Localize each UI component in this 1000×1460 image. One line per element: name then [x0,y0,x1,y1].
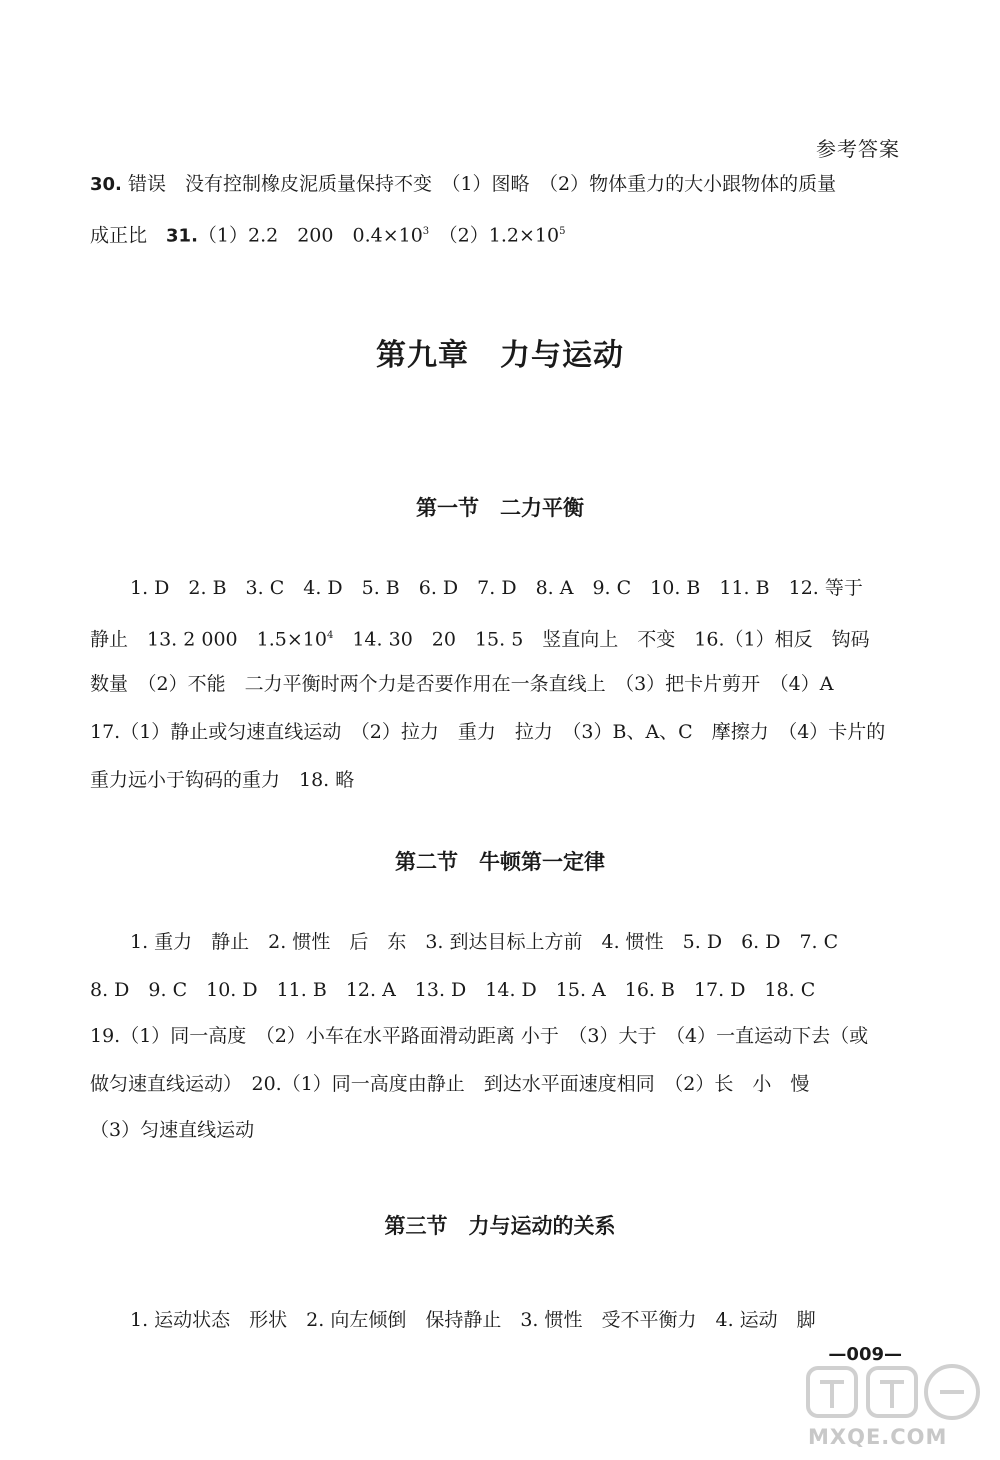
page-number: —009— [828,1344,902,1365]
s3-line-1: 1. 运动状态 形状 2. 向左倾倒 保持静止 3. 惯性 受不平衡力 4. 运动 脚 [130,1309,816,1331]
answer-line-31 [90,218,910,250]
watermark-site: MXQE.COM [808,1425,948,1449]
s2-line-3: 19.（1）同一高度 （2）小车在水平路面滑动距离 小于 （3）大于 （4）一直运动下去（或 [90,1025,869,1047]
s1-line-2b: 14. 30 20 15. 5 竖直向上 不变 16.（1）相反 钩码 [333,628,870,651]
s1-line-4: 17.（1）静止或匀速直线运动 （2）拉力 重力 拉力 （3）B、A、C 摩擦力 （4）卡片的 [90,721,886,743]
q31-answer-a: （1）2.2 200 0.4×10 [197,224,423,247]
q31-exponent-a: 3 [422,226,430,237]
s2-line-1: 1. 重力 静止 2. 惯性 后 东 3. 到达目标上方前 4. 惯性 5. D 6. D 7. C [130,931,839,953]
s1-exponent: 4 [326,630,334,641]
s1-line-5: 重力远小于钩码的重力 18. 略 [90,769,355,791]
answer-line-30 [90,170,910,199]
s1-line-1: 1. D 2. B 3. C 4. D 5. B 6. D 7. D 8. A 9. C 10. B 11. B 12. 等于 [130,577,863,599]
section-1-title: 第一节 二力平衡 [416,496,584,520]
s1-line-2 [90,622,910,653]
section-2-title: 第二节 牛顿第一定律 [395,850,605,874]
section-3-title: 第三节 力与运动的关系 [384,1214,616,1238]
running-header: 参考答案 [816,137,900,161]
s1-line-2a: 静止 13. 2 000 1.5×10 [90,628,327,651]
q31-number: 31. [166,225,198,247]
s1-line-3: 数量 （2）不能 二力平衡时两个力是否要作用在一条直线上 （3）把卡片剪开 （4）A [90,673,834,695]
q30-answer: 错误 没有控制橡皮泥质量保持不变 （1）图略 （2）物体重力的大小跟物体的质量 [127,173,837,195]
q30-answer-cont: 成正比 [90,224,167,247]
chapter-title: 第九章 力与运动 [376,338,624,373]
q31-exponent-b: 5 [559,226,566,237]
q31-answer-b: （2）1.2×10 [429,224,560,247]
q30-number: 30. [90,174,122,195]
s2-line-2: 8. D 9. C 10. D 11. B 12. A 13. D 14. D 15. A 16. B 17. D 18. C [90,979,816,1001]
s2-line-5: （3）匀速直线运动 [90,1119,255,1141]
s2-line-4: 做匀速直线运动） 20.（1）同一高度由静止 到达水平面速度相同 （2）长 小 慢 [90,1073,810,1095]
